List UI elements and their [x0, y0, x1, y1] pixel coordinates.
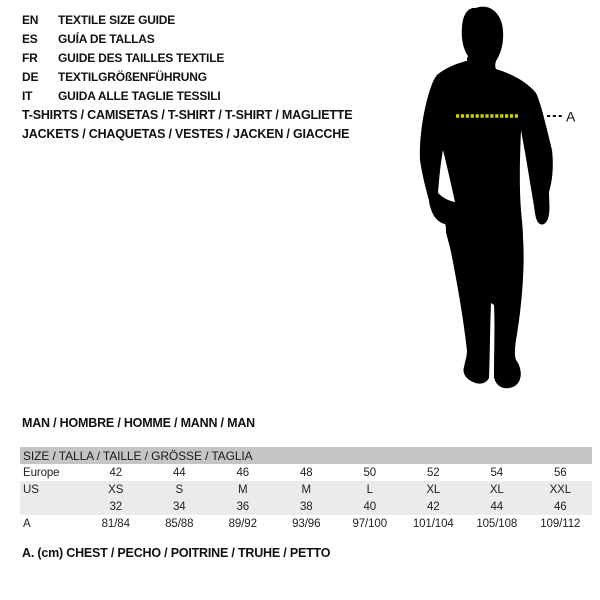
- size-cell: 109/112: [540, 517, 581, 530]
- size-cell: 52: [426, 466, 440, 479]
- language-title: GUIDA ALLE TAGLIE TESSILI: [58, 89, 221, 103]
- language-code: DE: [22, 70, 39, 84]
- size-cell: L: [366, 483, 373, 496]
- size-cell: M: [238, 483, 248, 496]
- size-cell: 93/96: [292, 517, 321, 530]
- measurement-footnote: A. (cm) CHEST / PECHO / POITRINE / TRUHE / PETTO: [22, 546, 331, 560]
- language-row: [22, 11, 224, 30]
- language-code: FR: [22, 51, 38, 65]
- language-row: [22, 68, 224, 87]
- language-row: [22, 87, 224, 106]
- man-silhouette-figure: [410, 0, 590, 390]
- size-cell: 89/92: [228, 517, 257, 530]
- size-row-label: [20, 498, 84, 515]
- size-cell: XS: [108, 483, 124, 496]
- language-code: ES: [22, 32, 38, 46]
- size-cell: 32: [109, 500, 123, 513]
- size-row-label: Europe: [23, 466, 60, 479]
- size-table-row: [20, 498, 592, 515]
- size-cell: 50: [363, 466, 377, 479]
- size-table-row: [20, 515, 592, 532]
- size-table-header: SIZE / TALLA / TAILLE / GRÖSSE / TAGLIA: [20, 447, 592, 464]
- size-table-row: [20, 464, 592, 481]
- size-cell: S: [175, 483, 184, 496]
- size-cell: 42: [109, 466, 123, 479]
- language-row: [22, 30, 224, 49]
- size-cell: 101/104: [412, 517, 454, 530]
- size-cell: 40: [363, 500, 377, 513]
- size-cell: 46: [553, 500, 567, 513]
- size-cell: 97/100: [352, 517, 388, 530]
- language-row: [22, 49, 224, 68]
- language-guide-list: [22, 11, 224, 106]
- size-table-header-row: [20, 447, 592, 464]
- language-title: GUÍA DE TALLAS: [58, 32, 155, 46]
- size-cell: 36: [236, 500, 250, 513]
- man-silhouette: [420, 7, 553, 389]
- size-cell: 44: [172, 466, 186, 479]
- size-cell: XL: [489, 483, 504, 496]
- size-cell: 46: [236, 466, 250, 479]
- size-cell: 34: [172, 500, 186, 513]
- size-cell: 42: [426, 500, 440, 513]
- language-code: IT: [22, 89, 33, 103]
- language-title: GUIDE DES TAILLES TEXTILE: [58, 51, 225, 65]
- section-title-man: MAN / HOMBRE / HOMME / MANN / MAN: [22, 416, 255, 430]
- size-table-row: [20, 481, 592, 498]
- size-cell: 38: [299, 500, 313, 513]
- category-line-jackets: JACKETS / CHAQUETAS / VESTES / JACKEN / GIACCHE: [22, 127, 350, 141]
- measure-label-a: A: [566, 108, 576, 125]
- size-cell: 48: [299, 466, 313, 479]
- man-silhouette-svg: [410, 0, 590, 390]
- size-cell: 44: [490, 500, 504, 513]
- size-cell: 56: [553, 466, 567, 479]
- language-title: TEXTILE SIZE GUIDE: [58, 13, 176, 27]
- size-cell: 54: [490, 466, 504, 479]
- language-code: EN: [22, 13, 39, 27]
- size-row-label: A: [23, 517, 31, 530]
- size-row-label: US: [23, 483, 39, 496]
- size-cell: 105/108: [476, 517, 518, 530]
- size-cell: 85/88: [165, 517, 194, 530]
- category-line-tshirts: T-SHIRTS / CAMISETAS / T-SHIRT / T-SHIRT / MAGLIETTE: [22, 108, 353, 122]
- language-title: TEXTILGRÖßENFÜHRUNG: [58, 70, 207, 84]
- size-cell: 81/84: [101, 517, 130, 530]
- size-cell: XXL: [549, 483, 571, 496]
- size-cell: XL: [426, 483, 441, 496]
- size-table: [20, 447, 592, 532]
- size-cell: M: [301, 483, 311, 496]
